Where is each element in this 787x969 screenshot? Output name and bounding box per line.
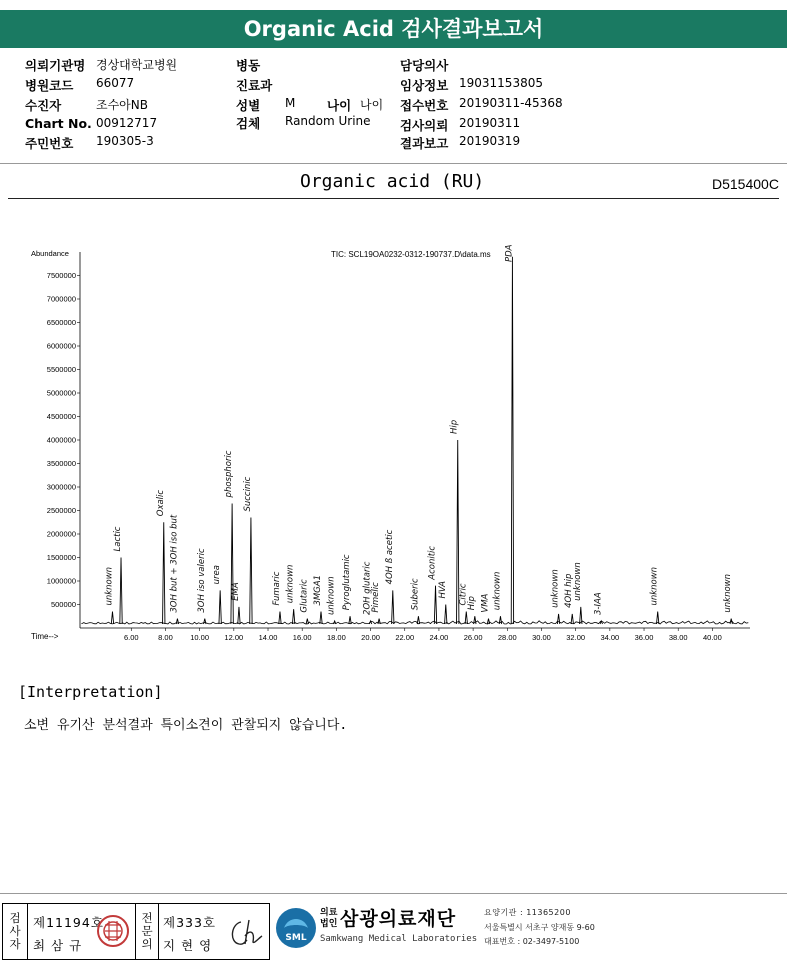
peak-annotation: PDA — [504, 244, 515, 262]
info-value: 20190311 — [459, 116, 521, 130]
peak-annotation: Succinic — [242, 476, 253, 512]
corp-type-line: 의료 — [320, 908, 338, 918]
lab-info-line: 대표번호 : 02-3497-5100 — [484, 937, 580, 946]
peak-annotation: unknown — [326, 576, 337, 615]
peak-annotation: unknown — [550, 569, 561, 608]
patient-info-block — [0, 50, 787, 162]
baseline-trace — [82, 621, 749, 624]
info-value: 66077 — [96, 76, 135, 90]
peak-annotation: EMA — [230, 582, 241, 601]
peak-annotation: Lactic — [113, 526, 124, 552]
corp-type-line: 법인 — [320, 919, 338, 929]
chromatogram-peak — [279, 612, 281, 624]
x-tick-label: 30.00 — [532, 633, 551, 642]
lab-logo-icon — [274, 906, 318, 950]
lab-info-line: 서울특별시 서초구 양재동 9-60 — [484, 923, 595, 932]
info-value: 19031153805 — [459, 76, 543, 90]
y-tick-label: 3500000 — [46, 459, 76, 468]
info-value: 20190319 — [459, 134, 521, 148]
info-value: 190305-3 — [96, 134, 154, 148]
peak-annotation: Glutaric — [299, 579, 310, 613]
role-char: 의 — [141, 937, 153, 951]
peak-annotation: unknown — [492, 571, 503, 611]
lab-footer — [274, 902, 787, 962]
peak-annotation: Hip — [466, 596, 477, 611]
info-label: 수진자 — [25, 98, 62, 113]
peak-annotation: Pimelic — [371, 582, 382, 613]
info-value: Random Urine — [285, 114, 371, 128]
chromatogram-peak — [306, 619, 308, 624]
y-tick-label: 6500000 — [46, 318, 76, 327]
y-tick-label: 1000000 — [46, 576, 76, 586]
x-tick-label: 40.00 — [703, 633, 722, 642]
x-axis-label: Time--> — [31, 632, 59, 641]
chromatogram-peak — [204, 619, 206, 624]
peak-annotation: VMA — [480, 593, 491, 613]
x-tick-label: 38.00 — [668, 633, 688, 642]
peak-annotation: urea — [212, 565, 223, 585]
info-value: 20190311-45368 — [459, 96, 563, 110]
peak-annotation: 4OH hip — [564, 573, 575, 608]
chart-title: TIC: SCL19OA0232-0312-190737.D\data.ms — [331, 250, 491, 259]
x-tick-label: 36.00 — [634, 633, 654, 642]
peak-annotation: unknown — [649, 566, 660, 606]
license-number: 제11194호 — [33, 915, 104, 930]
info-value: 나이 — [360, 98, 384, 112]
signer-name: 최 삼 규 — [33, 938, 83, 953]
role-label-1 — [8, 912, 22, 951]
chromatogram-peak — [511, 257, 513, 624]
lab-name: 삼광의료재단 — [340, 908, 457, 930]
y-tick-label: 6000000 — [46, 341, 76, 351]
x-tick-label: 34.00 — [600, 633, 620, 642]
chromatogram-peak — [392, 590, 394, 624]
peak-annotation: Oxalic — [155, 489, 166, 517]
chromatogram-peak — [163, 522, 165, 624]
peak-annotation: 3OH iso valeric — [196, 548, 207, 613]
chromatogram-peak — [238, 607, 240, 624]
info-value: 조수아NB — [96, 98, 148, 112]
peak-annotation: Fumaric — [271, 571, 282, 606]
chromatogram-peak — [120, 558, 122, 625]
x-tick-label: 12.00 — [224, 633, 244, 642]
role-char: 문 — [141, 924, 153, 938]
chromatogram-peak — [571, 614, 573, 624]
x-tick-label: 26.00 — [463, 633, 483, 642]
top-strip — [0, 0, 787, 10]
info-label: 의뢰기관명 — [25, 58, 86, 73]
chromatogram-peak — [333, 621, 335, 624]
y-tick-label: 4000000 — [46, 435, 76, 445]
chromatogram-peak — [557, 614, 559, 624]
chromatogram-chart — [28, 244, 758, 646]
logo-text: SML — [285, 933, 307, 943]
info-label: 접수번호 — [400, 98, 449, 113]
info-label: 담당의사 — [400, 58, 449, 73]
peak-annotation: Aconitic — [427, 545, 438, 580]
role-label-2 — [140, 912, 154, 951]
role-char: 사 — [9, 924, 21, 938]
x-tick-label: 10.00 — [190, 633, 210, 642]
chromatogram-peak — [465, 612, 467, 624]
role-char: 전 — [141, 911, 153, 925]
chromatogram-peak — [349, 616, 351, 624]
signature-box — [2, 903, 270, 960]
y-axis-label: Abundance — [31, 249, 69, 258]
report-banner: Organic Acid 검사결과보고서 — [0, 10, 787, 48]
peak-annotation: 3-IAA — [593, 592, 604, 615]
signer-name: 지 현 영 — [163, 938, 213, 953]
info-label: 검체 — [236, 116, 261, 131]
chromatogram-peak — [434, 586, 436, 624]
role-char: 자 — [9, 937, 21, 951]
peak-annotation: unknown — [104, 566, 115, 606]
x-tick-label: 20.00 — [361, 633, 380, 642]
info-value: 00912717 — [96, 116, 158, 130]
x-tick-label: 6.00 — [123, 633, 139, 642]
corp-type — [320, 908, 337, 930]
info-label: 주민번호 — [25, 136, 74, 151]
peak-annotation: Suberic — [410, 578, 421, 611]
info-label: 결과보고 — [400, 136, 449, 151]
info-label: 병동 — [236, 58, 261, 73]
seal-stamp-icon — [95, 913, 131, 949]
peak-annotation: unknown — [285, 564, 296, 604]
info-label: 진료과 — [236, 78, 273, 93]
lab-info-line: 요양기관 : 11365200 — [484, 908, 571, 917]
divider — [8, 198, 779, 199]
role-char: 검 — [9, 911, 21, 925]
info-label: 검사의뢰 — [400, 118, 449, 133]
y-tick-label: 7500000 — [46, 271, 76, 280]
chromatogram-peak — [580, 607, 582, 624]
y-tick-label: 5500000 — [46, 365, 76, 374]
y-tick-label: 3000000 — [46, 482, 76, 492]
x-tick-label: 32.00 — [566, 633, 586, 642]
peak-annotation: Citric — [458, 583, 469, 606]
info-label: 나이 — [327, 98, 352, 113]
peak-annotation: 4OH ß acetic — [384, 529, 395, 585]
info-label: 성별 — [236, 98, 261, 113]
y-tick-label: 2000000 — [46, 529, 76, 539]
chromatogram-peak — [111, 612, 113, 624]
chromatogram-peak — [657, 612, 659, 624]
peak-annotation: unknown — [723, 573, 734, 613]
info-value: 경상대학교병원 — [96, 58, 178, 72]
interpretation-text: 소변 유기산 분석결과 특이소견이 관찰되지 않습니다. — [24, 718, 348, 733]
handwritten-signature-icon — [227, 916, 265, 950]
chromatogram-svg — [28, 244, 758, 646]
test-code: D515400C — [712, 176, 779, 192]
chromatogram-peak — [231, 503, 233, 624]
report-title: Organic acid (RU) — [300, 171, 485, 192]
chromatogram-peak — [445, 605, 447, 625]
y-tick-label: 2500000 — [46, 506, 76, 515]
x-tick-label: 14.00 — [258, 633, 278, 642]
license-number: 제333호 — [163, 915, 217, 930]
chromatogram-peak — [292, 609, 294, 624]
chromatogram-peak — [417, 616, 419, 624]
peak-annotation: 3OH but + 3OH iso but — [169, 514, 180, 613]
x-tick-label: 18.00 — [326, 633, 346, 642]
info-label: Chart No. — [25, 116, 92, 131]
x-tick-label: 28.00 — [497, 633, 517, 642]
peak-annotation: unknown — [572, 562, 583, 601]
chromatogram-peak — [320, 612, 322, 624]
chromatogram-peak — [250, 518, 252, 624]
y-tick-label: 5000000 — [46, 388, 76, 398]
peak-annotation: Pyroglutamic — [342, 554, 353, 611]
y-tick-label: 4500000 — [46, 412, 76, 421]
info-label: 임상정보 — [400, 78, 449, 93]
x-tick-label: 16.00 — [292, 633, 312, 642]
y-tick-label: 500000 — [50, 600, 76, 609]
divider — [0, 893, 787, 894]
divider — [0, 163, 787, 164]
lab-name-english: Samkwang Medical Laboratories — [320, 934, 478, 944]
peak-annotation: HVA — [437, 581, 448, 599]
peak-annotation: Hip — [449, 419, 460, 434]
peak-annotation: 2OH glutaric — [362, 561, 373, 615]
info-label: 병원코드 — [25, 78, 74, 93]
peak-annotation: phosphoric — [224, 450, 235, 498]
x-tick-label: 8.00 — [158, 633, 173, 642]
interpretation-heading: [Interpretation] — [18, 683, 163, 701]
y-tick-label: 1500000 — [46, 553, 76, 562]
peak-annotation: 3MGA1 — [312, 574, 323, 606]
x-tick-label: 24.00 — [429, 633, 449, 642]
chromatogram-peak — [219, 590, 221, 624]
x-tick-label: 22.00 — [395, 633, 415, 642]
info-value: M — [285, 96, 296, 110]
y-tick-label: 7000000 — [46, 294, 76, 304]
